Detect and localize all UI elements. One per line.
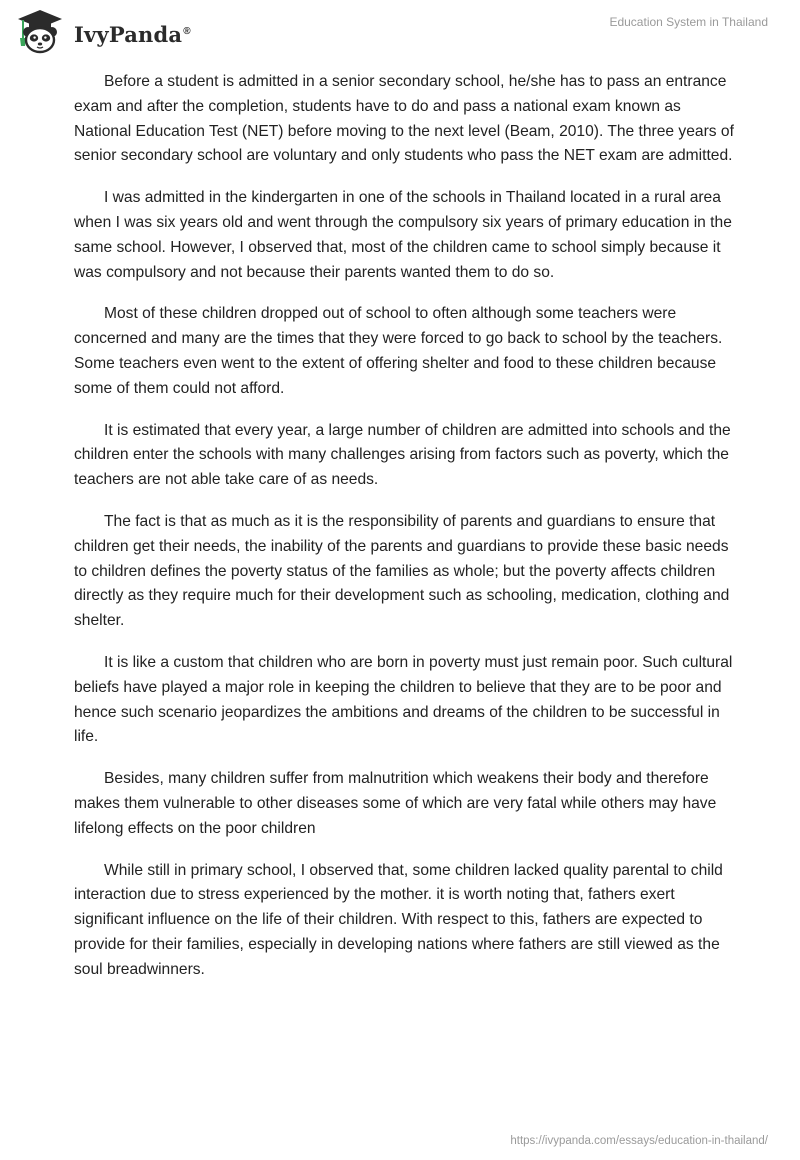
paragraph: Most of these children dropped out of school to often although some teachers were concerned and many are the times that they were forced to go back to school by the teachers. Some teachers even went to the extent of offering shelter and food to these children because some of them could not afford. xyxy=(74,305,723,397)
registered-mark: ® xyxy=(183,25,191,37)
brand-logo[interactable] xyxy=(14,8,191,56)
paragraph: It is like a custom that children who are born in poverty must just remain poor. Such cultural beliefs have played a major role in keeping the children to believe that they are to be poor and hence such scenario jeopardizes the ambitions and dreams of the children to be successful in life. xyxy=(74,653,733,746)
essay-body xyxy=(74,70,734,1000)
paragraph: I was admitted in the kindergarten in one of the schools in Thailand located in a rural area when I was six years old and went through the compulsory six years of primary education in the same school. However, I observed that, most of the children came to school simply because it was compulsory and not because their parents wanted them to do so. xyxy=(74,189,732,281)
paragraph: While still in primary school, I observed that, some children lacked quality parental to child interaction due to stress experienced by the mother. it is worth noting that, fathers exert significant influence on the life of their children. With respect to this, fathers are expected to provide for their families, especially in developing nations where fathers are still viewed as the soul breadwinners. xyxy=(74,861,723,978)
paragraph: The fact is that as much as it is the responsibility of parents and guardians to ensure that children get their needs, the inability of the parents and guardians to provide these basic needs to children defines the poverty status of the families as whole; but the poverty affects children directly as they require much for their development such as schooling, medication, clothing and shelter. xyxy=(74,512,730,630)
paragraph: It is estimated that every year, a large number of children are admitted into schools and the children enter the schools with many challenges arising from factors such as poverty, which the teachers are not able take care of as needs. xyxy=(74,421,731,489)
page-header xyxy=(0,0,800,70)
document-title: Education System in Thailand xyxy=(609,15,768,29)
source-url-link[interactable]: https://ivypanda.com/essays/education-in-thailand/ xyxy=(510,1135,768,1147)
panda-graduation-cap-icon xyxy=(14,8,66,56)
brand-name: IvyPanda® xyxy=(74,21,191,47)
paragraph: Besides, many children suffer from malnutrition which weakens their body and therefore makes them vulnerable to other diseases some of which are very fatal while others may have lifelong effects on the poor children xyxy=(74,770,717,837)
paragraph: Before a student is admitted in a senior secondary school, he/she has to pass an entrance exam and after the completion, students have to do and pass a national exam known as National Education Test (NET) before moving to the next level (Beam, 2010). The three years of senior secondary school are voluntary and only students who pass the NET exam are admitted. xyxy=(74,73,734,165)
